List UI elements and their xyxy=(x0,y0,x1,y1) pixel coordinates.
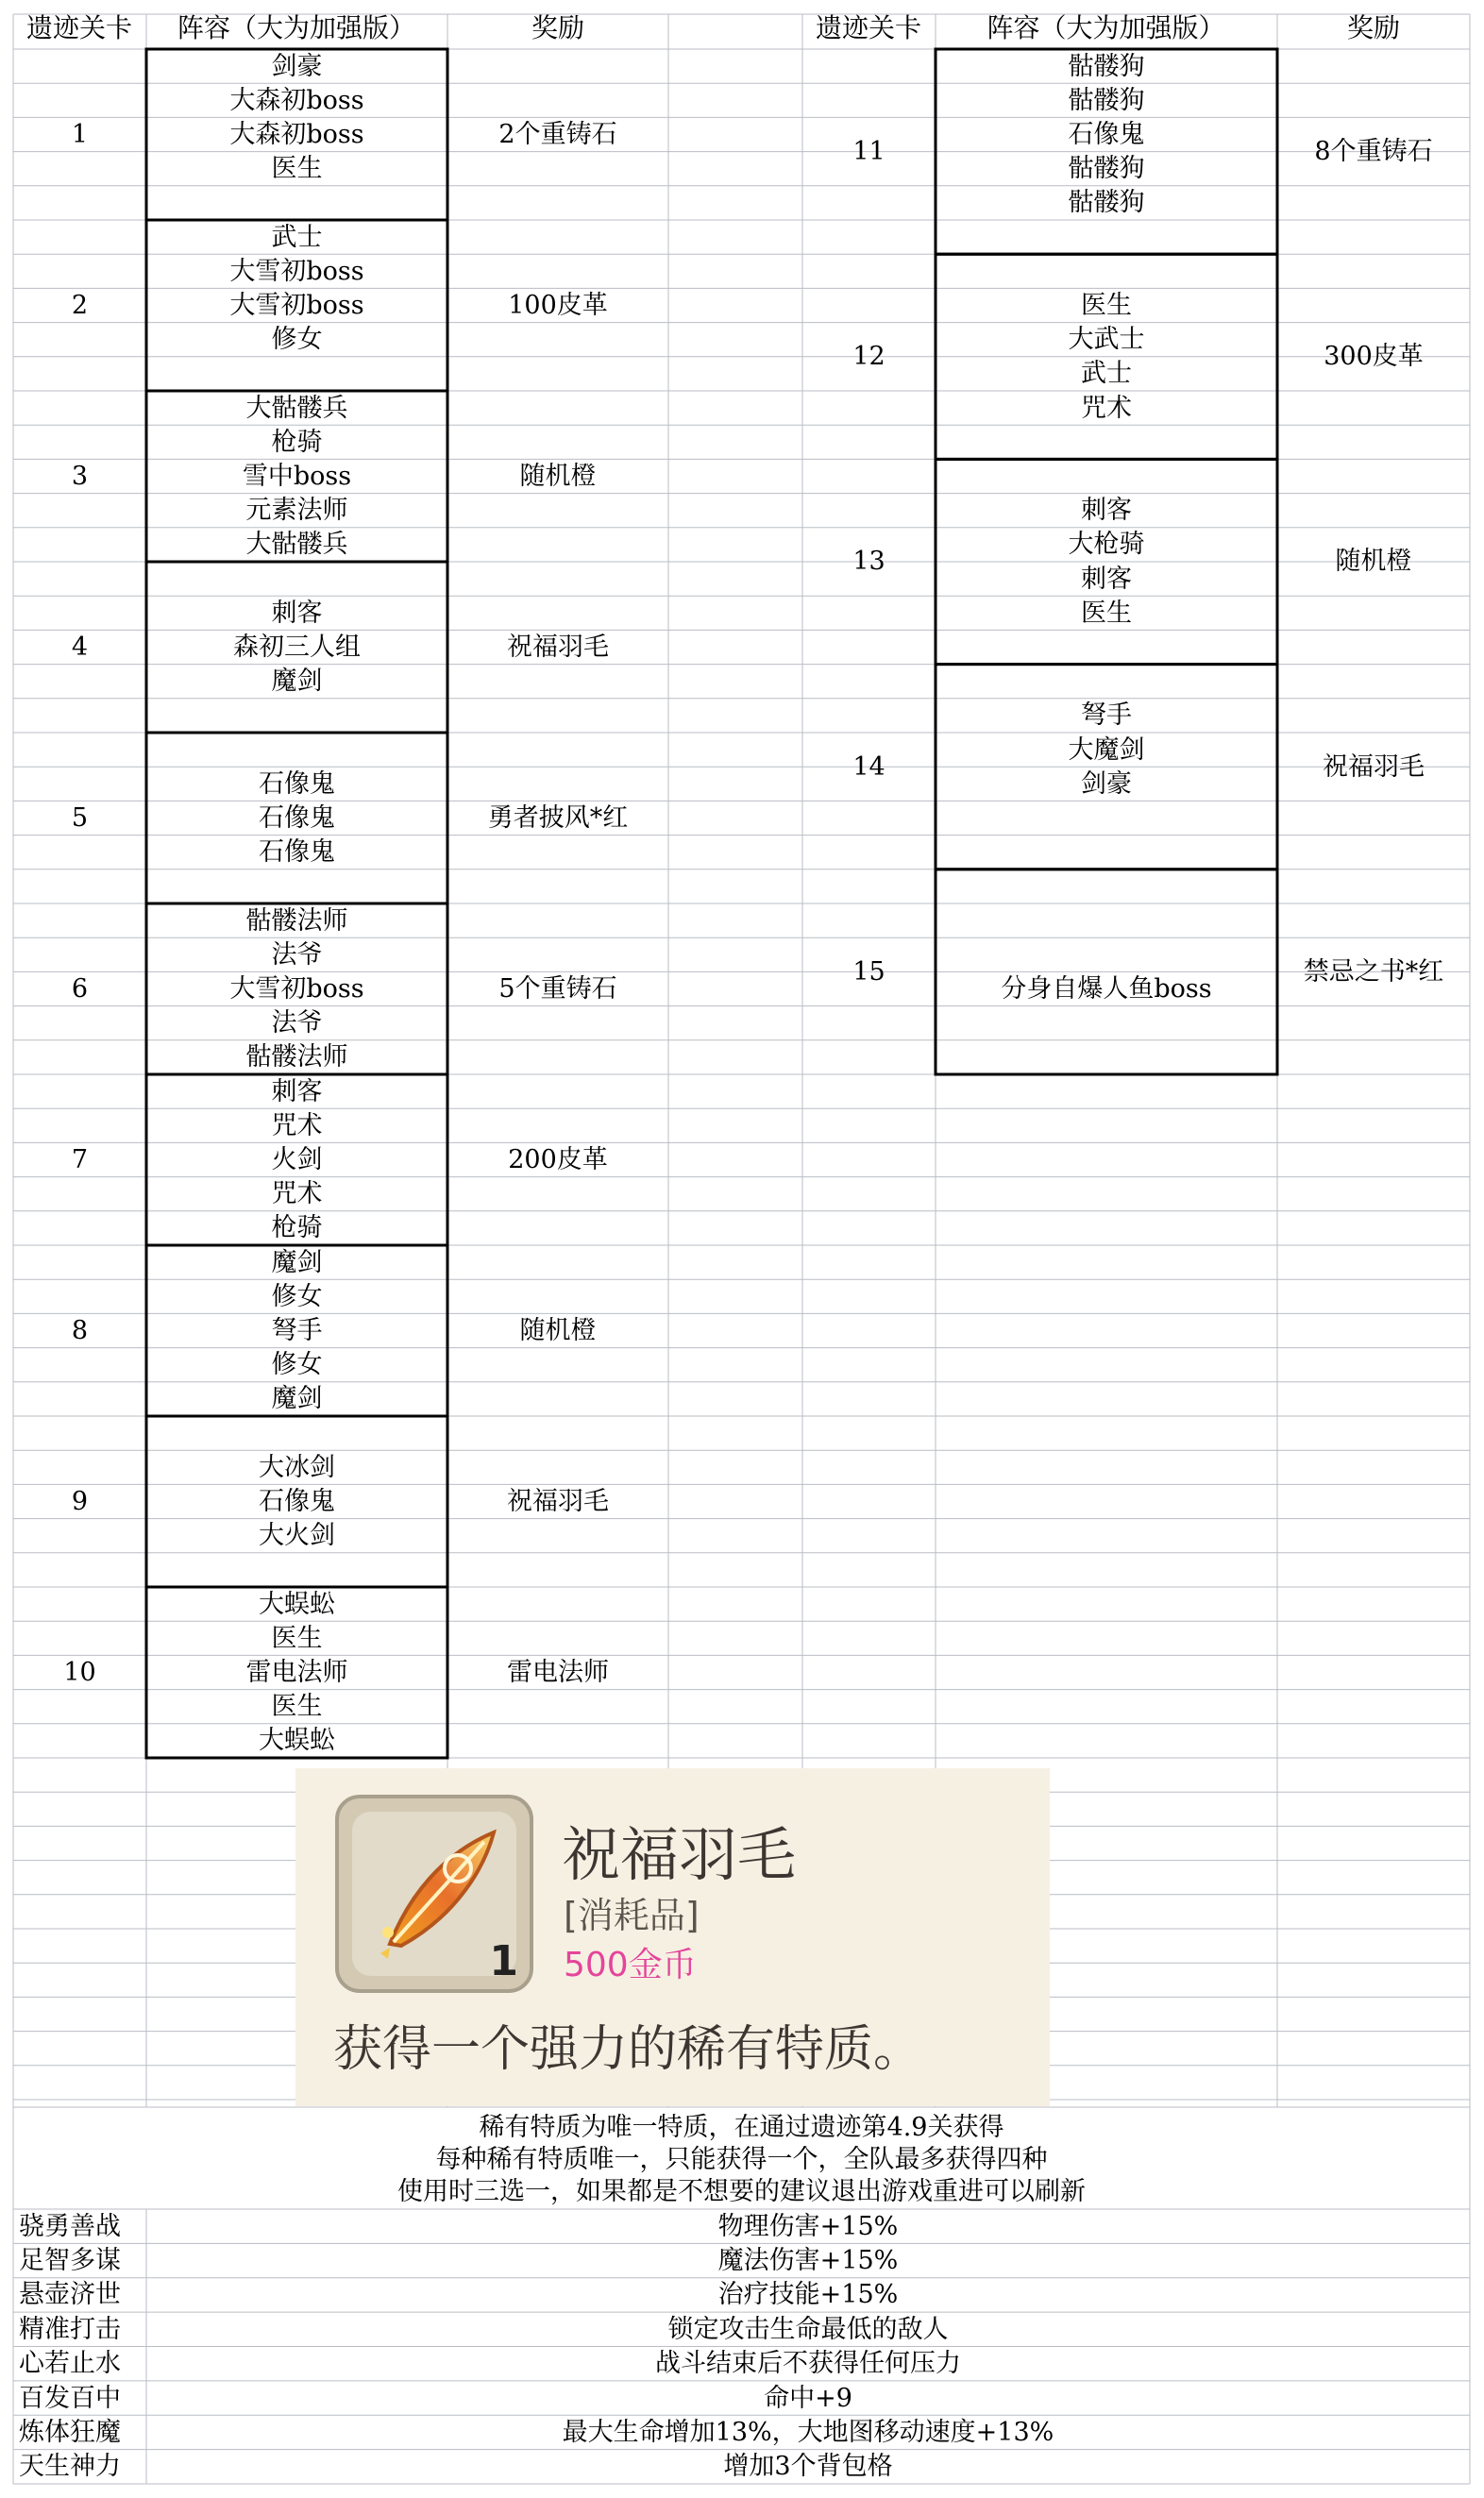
lineup-unit: 石像鬼 xyxy=(259,837,335,868)
lineup-unit: 刺客 xyxy=(1081,564,1132,594)
trait-effect: 战斗结束后不获得任何压力 xyxy=(655,2349,961,2379)
trait-name: 百发百中 xyxy=(19,2383,121,2413)
lineup-unit: 咒术 xyxy=(271,1179,323,1209)
stage-reward: 雷电法师 xyxy=(507,1658,609,1687)
lineup-unit: 咒术 xyxy=(1081,393,1132,423)
stage-number: 6 xyxy=(71,974,89,1004)
lineup-unit: 武士 xyxy=(271,222,323,252)
lineup-unit: 弩手 xyxy=(1081,700,1132,731)
lineup-unit: 剑豪 xyxy=(1081,768,1132,799)
stage-number: 8 xyxy=(71,1316,89,1345)
trait-name: 精准打击 xyxy=(19,2314,121,2344)
lineup-unit: 医生 xyxy=(1081,290,1132,320)
lineup-unit: 骷髅狗 xyxy=(1068,154,1145,184)
lineup-unit: 修女 xyxy=(271,1281,323,1311)
lineup-unit: 火剑 xyxy=(271,1144,323,1174)
stage-reward: 祝福羽毛 xyxy=(507,633,609,662)
lineup-unit: 法爷 xyxy=(271,939,323,970)
lineup-unit: 石像鬼 xyxy=(259,768,335,799)
trait-name: 天生神力 xyxy=(19,2452,121,2482)
header-lineup: 阵容（大为加强版） xyxy=(177,12,415,43)
stage-number: 9 xyxy=(71,1487,89,1516)
lineup-unit: 医生 xyxy=(271,1623,323,1653)
lineup-unit: 魔剑 xyxy=(271,1384,323,1414)
item-icon-frame xyxy=(335,1795,533,1993)
lineup-unit: 刺客 xyxy=(271,1076,323,1106)
lineup-unit: 咒术 xyxy=(271,1110,323,1140)
lineup-unit: 石像鬼 xyxy=(259,802,335,833)
trait-name: 足智多谋 xyxy=(19,2246,121,2276)
lineup-unit: 弩手 xyxy=(271,1315,323,1345)
stage-number: 12 xyxy=(852,342,885,372)
stage-number: 3 xyxy=(71,462,89,491)
stage-reward: 100皮革 xyxy=(508,291,608,320)
stage-reward: 5个重铸石 xyxy=(498,974,617,1004)
stage-reward: 禁忌之书*红 xyxy=(1303,956,1444,987)
header-reward: 奖励 xyxy=(531,12,584,43)
stage-reward: 随机橙 xyxy=(519,1316,597,1345)
lineup-unit: 魔剑 xyxy=(271,667,323,697)
rare-trait-note: 每种稀有特质唯一，只能获得一个，全队最多获得四种 xyxy=(435,2144,1048,2174)
stage-reward: 300皮革 xyxy=(1324,342,1424,372)
trait-effect: 命中+9 xyxy=(764,2383,852,2413)
lineup-unit: 武士 xyxy=(1081,359,1132,389)
lineup-unit: 修女 xyxy=(271,1350,323,1380)
lineup-unit: 元素法师 xyxy=(245,496,348,526)
rare-trait-note: 使用时三选一，如果都是不想要的建议退出游戏重进可以刷新 xyxy=(397,2176,1086,2206)
stage-reward: 8个重铸石 xyxy=(1314,137,1433,167)
lineup-unit: 医生 xyxy=(271,1692,323,1722)
header-stage: 遗迹关卡 xyxy=(25,12,132,43)
lineup-unit: 大雪初boss xyxy=(229,973,364,1004)
lineup-unit: 大森初boss xyxy=(229,85,364,115)
lineup-unit: 大魔剑 xyxy=(1068,734,1145,765)
stage-number: 14 xyxy=(852,751,885,782)
lineup-unit: 大骷髅兵 xyxy=(245,530,348,560)
trait-name: 炼体狂魔 xyxy=(19,2417,121,2447)
stage-number: 15 xyxy=(852,956,885,987)
stage-number: 4 xyxy=(71,633,89,662)
lineup-unit: 骷髅法师 xyxy=(245,1042,348,1072)
lineup-unit: 枪骑 xyxy=(271,427,323,457)
lineup-unit: 石像鬼 xyxy=(1068,119,1145,149)
trait-effect: 魔法伤害+15% xyxy=(717,2246,899,2276)
lineup-unit: 雪中boss xyxy=(242,461,352,491)
stage-number: 1 xyxy=(71,120,89,149)
lineup-unit: 骷髅法师 xyxy=(245,905,348,936)
item-count: 1 xyxy=(489,1937,518,1985)
header-lineup-right: 阵容（大为加强版） xyxy=(987,12,1225,43)
lineup-unit: 枪骑 xyxy=(271,1213,323,1243)
lineup-unit: 森初三人组 xyxy=(233,632,361,662)
lineup-unit: 修女 xyxy=(271,325,323,355)
stage-reward: 随机橙 xyxy=(1335,547,1412,577)
lineup-unit: 石像鬼 xyxy=(259,1486,335,1516)
lineup-unit: 骷髅狗 xyxy=(1068,188,1145,218)
item-description: 获得一个强力的稀有特质。 xyxy=(333,2021,923,2078)
trait-effect: 治疗技能+15% xyxy=(717,2280,899,2310)
stage-reward: 祝福羽毛 xyxy=(1323,751,1425,782)
stage-number: 11 xyxy=(852,137,885,167)
lineup-unit: 大雪初boss xyxy=(229,256,364,286)
lineup-unit: 雷电法师 xyxy=(245,1657,348,1687)
stage-number: 13 xyxy=(852,547,885,577)
item-name: 祝福羽毛 xyxy=(562,1820,797,1889)
stage-reward: 2个重铸石 xyxy=(498,120,617,149)
stage-reward: 200皮革 xyxy=(508,1145,608,1174)
lineup-unit: 剑豪 xyxy=(271,51,323,81)
lineup-unit: 大蜈蚣 xyxy=(259,1589,335,1619)
lineup-unit: 大武士 xyxy=(1068,325,1145,355)
lineup-unit: 医生 xyxy=(1081,598,1132,628)
lineup-unit: 大火剑 xyxy=(259,1521,335,1551)
header-reward-right: 奖励 xyxy=(1346,12,1400,43)
item-price: 500金币 xyxy=(564,1946,697,1984)
lineup-unit: 刺客 xyxy=(271,598,323,628)
trait-effect: 增加3个背包格 xyxy=(723,2452,893,2482)
trait-effect: 最大生命增加13%，大地图移动速度+13% xyxy=(562,2417,1054,2447)
item-tooltip-card xyxy=(295,1768,1050,2106)
lineup-unit: 大雪初boss xyxy=(229,290,364,320)
lineup-unit: 分身自爆人鱼boss xyxy=(1001,973,1212,1004)
trait-name: 悬壶济世 xyxy=(19,2280,121,2310)
rare-trait-note: 稀有特质为唯一特质，在通过遗迹第4.9关获得 xyxy=(479,2112,1004,2142)
item-kind: [消耗品] xyxy=(564,1895,700,1936)
lineup-unit: 骷髅狗 xyxy=(1068,51,1145,81)
lineup-unit: 刺客 xyxy=(1081,496,1132,526)
lineup-unit: 骷髅狗 xyxy=(1068,85,1145,115)
lineup-unit: 大冰剑 xyxy=(259,1452,335,1482)
stage-number: 2 xyxy=(71,291,89,320)
trait-effect: 锁定攻击生命最低的敌人 xyxy=(667,2314,949,2344)
lineup-unit: 法爷 xyxy=(271,1008,323,1038)
lineup-unit: 大骷髅兵 xyxy=(245,393,348,423)
lineup-unit: 大枪骑 xyxy=(1068,530,1145,560)
stage-reward: 随机橙 xyxy=(519,462,597,491)
stage-number: 10 xyxy=(63,1658,96,1687)
lineup-unit: 魔剑 xyxy=(271,1247,323,1277)
trait-name: 骁勇善战 xyxy=(19,2211,121,2241)
stage-reward: 祝福羽毛 xyxy=(507,1487,609,1516)
lineup-unit: 大森初boss xyxy=(229,119,364,149)
lineup-unit: 医生 xyxy=(271,154,323,184)
stage-number: 5 xyxy=(71,803,89,833)
stage-reward: 勇者披风*红 xyxy=(487,803,629,833)
trait-name: 心若止水 xyxy=(19,2349,121,2379)
stage-number: 7 xyxy=(71,1145,89,1174)
header-stage-right: 遗迹关卡 xyxy=(815,12,921,43)
lineup-unit: 大蜈蚣 xyxy=(259,1726,335,1756)
trait-effect: 物理伤害+15% xyxy=(717,2211,899,2241)
